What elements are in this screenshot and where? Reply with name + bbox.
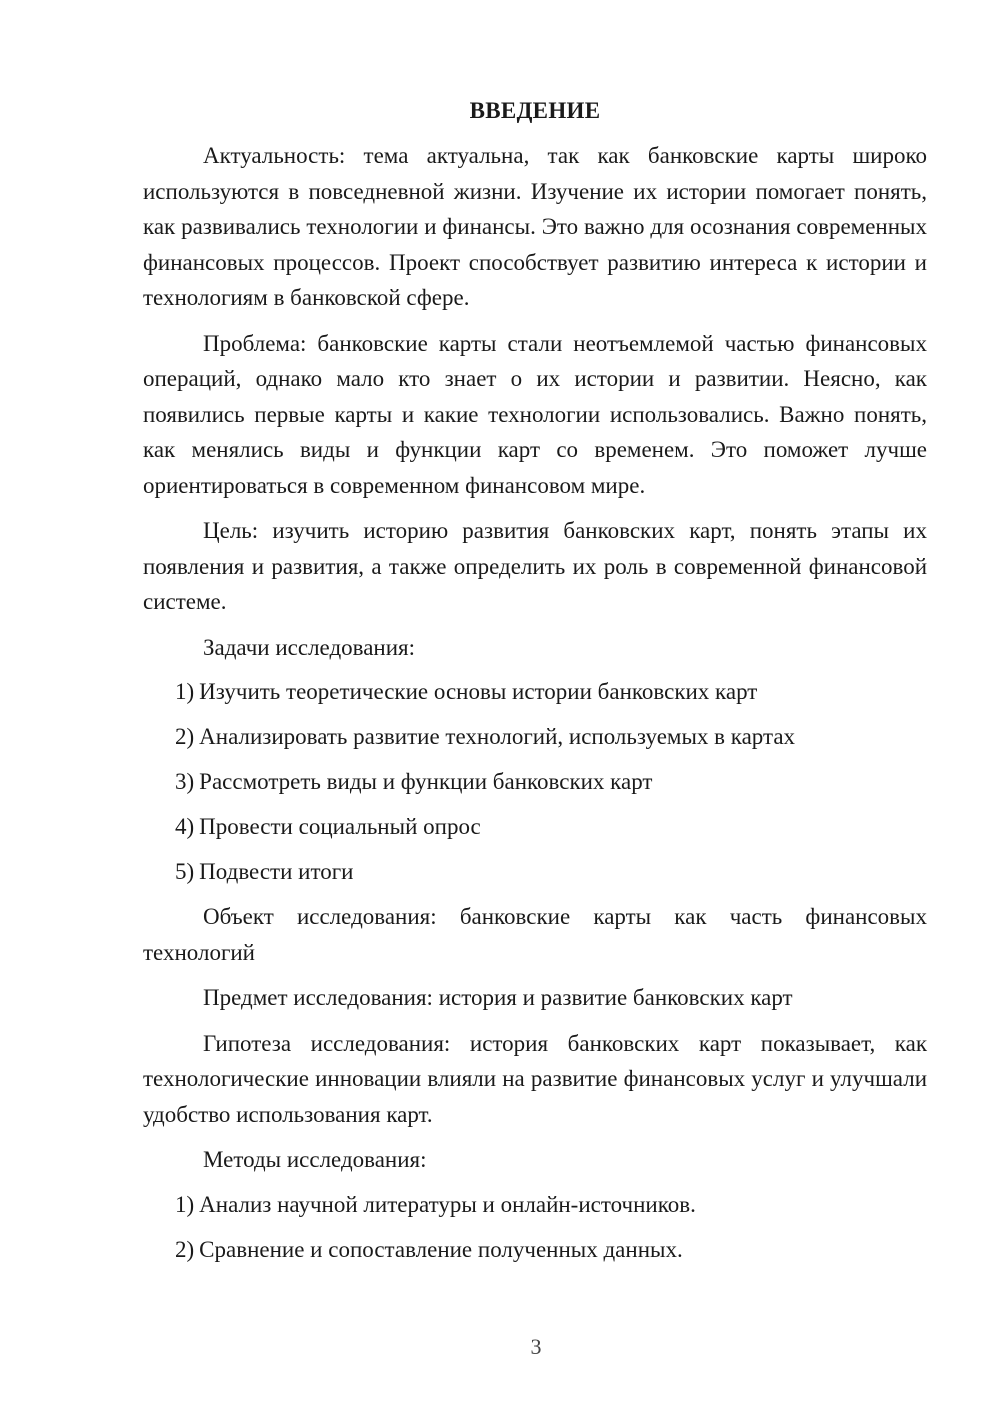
list-item-text: Анализировать развитие технологий, используемых в картах bbox=[199, 724, 796, 749]
list-item-number: 2) bbox=[175, 1236, 195, 1262]
methods-list bbox=[143, 1187, 927, 1268]
page-title: ВВЕДЕНИЕ bbox=[469, 98, 601, 123]
subject-paragraph: Предмет исследования: история и развитие банковских карт bbox=[203, 985, 793, 1010]
tasks-heading: Задачи исследования: bbox=[203, 634, 416, 660]
list-item bbox=[143, 854, 927, 890]
list-item-text: Рассмотреть виды и функции банковских карт bbox=[199, 769, 653, 794]
tasks-list bbox=[143, 674, 927, 890]
list-item-number: 1) bbox=[175, 679, 195, 704]
list-item-text: Анализ научной литературы и онлайн-источников. bbox=[199, 1191, 696, 1217]
list-item bbox=[143, 674, 927, 710]
list-item-text: Подвести итоги bbox=[199, 859, 354, 884]
page-number: 3 bbox=[530, 1334, 542, 1359]
list-item-number: 3) bbox=[175, 769, 195, 794]
relevance-paragraph: Актуальность: тема актуальна, так как банковские карты широко используются в повседневной жизни. Изучение их истории помогает понять, как развивались технологии и финансы. Это важно для осознания современных финансовых процессов. Проект способствует развитию интереса к истории и технологиям в банковской сфере. bbox=[143, 143, 927, 310]
list-item-number: 2) bbox=[175, 724, 195, 749]
list-item bbox=[143, 1232, 927, 1268]
list-item-text: Провести социальный опрос bbox=[199, 814, 481, 839]
methods-heading: Методы исследования: bbox=[203, 1147, 427, 1172]
list-item bbox=[143, 809, 927, 845]
list-item-number: 1) bbox=[175, 1191, 195, 1217]
list-item-text: Изучить теоретические основы истории банковских карт bbox=[199, 679, 758, 704]
list-item bbox=[143, 764, 927, 800]
list-item bbox=[143, 719, 927, 755]
list-item-text: Сравнение и сопоставление полученных данных. bbox=[199, 1236, 683, 1262]
list-item-number: 4) bbox=[175, 814, 195, 839]
list-item bbox=[143, 1187, 927, 1223]
object-paragraph: Объект исследования: банковские карты как часть финансовых технологий bbox=[143, 904, 927, 965]
problem-paragraph: Проблема: банковские карты стали неотъемлемой частью финансовых операций, однако мало кто знает о их истории и развитии. Неясно, как появились первые карты и какие технологии использовались. Важно понять, как менялись виды и функции карт со временем. Это поможет лучше ориентироваться в современном финансовом мире. bbox=[143, 330, 927, 498]
hypothesis-paragraph: Гипотеза исследования: история банковских карт показывает, как технологические инновации влияли на развитие финансовых услуг и улучшали удобство использования карт. bbox=[143, 1030, 927, 1127]
goal-paragraph: Цель: изучить историю развития банковских карт, понять этапы их появления и развития, а также определить их роль в современной финансовой системе. bbox=[143, 518, 927, 614]
list-item-number: 5) bbox=[175, 859, 195, 884]
page-content bbox=[143, 96, 927, 1277]
